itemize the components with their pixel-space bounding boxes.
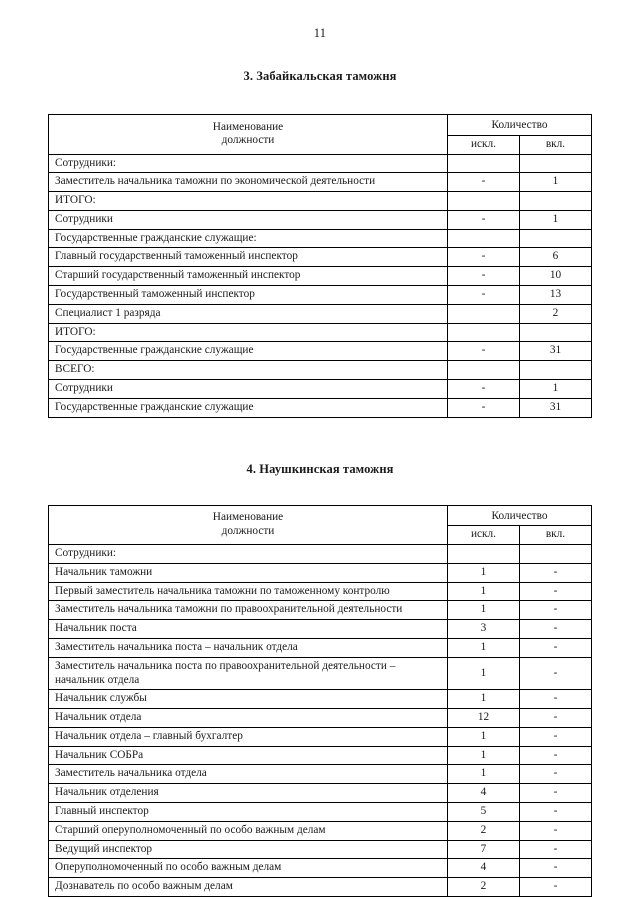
cell-excluded-count: 1: [448, 657, 520, 690]
cell-included-count: -: [520, 803, 592, 822]
cell-position-name: Начальник отдела – главный бухгалтер: [49, 727, 448, 746]
cell-position-name: Заместитель начальника таможни по правоохранительной деятельности: [49, 601, 448, 620]
table-row: [49, 840, 592, 859]
header-cell-excluded: искл.: [448, 135, 520, 154]
cell-position-name: Государственный таможенный инспектор: [49, 286, 448, 305]
table-row: [49, 727, 592, 746]
cell-position-name: Оперуполномоченный по особо важным делам: [49, 859, 448, 878]
cell-excluded-count: -: [448, 342, 520, 361]
cell-excluded-count: -: [448, 267, 520, 286]
cell-included-count: 1: [520, 173, 592, 192]
cell-included-count: -: [520, 859, 592, 878]
header-cell-excluded: искл.: [448, 526, 520, 545]
cell-position-name: Заместитель начальника отдела: [49, 765, 448, 784]
table-body-4: [49, 545, 592, 897]
header-cell-included: вкл.: [520, 135, 592, 154]
cell-position-name: Первый заместитель начальника таможни по таможенному контролю: [49, 582, 448, 601]
cell-position-name: Государственные гражданские служащие:: [49, 229, 448, 248]
cell-position-name: Начальник поста: [49, 620, 448, 639]
cell-excluded-count: [448, 323, 520, 342]
table-row: [49, 582, 592, 601]
page-number: 11: [313, 26, 327, 40]
table-row: [49, 690, 592, 709]
cell-included-count: -: [520, 878, 592, 897]
cell-position-name: Государственные гражданские служащие: [49, 398, 448, 417]
cell-excluded-count: 4: [448, 784, 520, 803]
cell-excluded-count: [448, 361, 520, 380]
cell-position-name: Старший государственный таможенный инспектор: [49, 267, 448, 286]
table-group-row: [49, 398, 592, 417]
cell-excluded-count: 1: [448, 563, 520, 582]
cell-position-name: Начальник службы: [49, 690, 448, 709]
cell-position-name: Начальник отделения: [49, 784, 448, 803]
table-row: [49, 657, 592, 690]
cell-excluded-count: [448, 304, 520, 323]
section-heading-4: 4. Наушкинская таможня: [246, 461, 394, 476]
cell-excluded-count: -: [448, 379, 520, 398]
cell-excluded-count: 12: [448, 709, 520, 728]
cell-included-count: [520, 361, 592, 380]
table-row: [49, 267, 592, 286]
positions-table-3: [48, 114, 592, 418]
header-name-line2: должности: [221, 524, 275, 537]
cell-position-name: Старший оперуполномоченный по особо важным делам: [49, 821, 448, 840]
cell-position-name: Государственные гражданские служащие: [49, 342, 448, 361]
cell-position-name: Главный государственный таможенный инспектор: [49, 248, 448, 267]
table-group-row: [49, 379, 592, 398]
table-row: [49, 709, 592, 728]
cell-position-name: Сотрудники: [49, 210, 448, 229]
cell-position-name: Заместитель начальника таможни по экономической деятельности: [49, 173, 448, 192]
cell-included-count: [520, 154, 592, 173]
cell-position-name: Заместитель начальника поста по правоохранительной деятельности – начальник отдела: [49, 657, 448, 690]
table-row: [49, 803, 592, 822]
table-body-3: [49, 154, 592, 417]
cell-position-name: Дознаватель по особо важным делам: [49, 878, 448, 897]
table-group-row: [49, 229, 592, 248]
cell-included-count: -: [520, 709, 592, 728]
cell-included-count: -: [520, 620, 592, 639]
table-wrapper-4: [48, 505, 592, 897]
cell-included-count: 2: [520, 304, 592, 323]
cell-included-count: 1: [520, 379, 592, 398]
cell-excluded-count: 7: [448, 840, 520, 859]
cell-excluded-count: 3: [448, 620, 520, 639]
cell-excluded-count: [448, 192, 520, 211]
table-header-row: [49, 505, 592, 526]
cell-position-name: ИТОГО:: [49, 323, 448, 342]
cell-included-count: [520, 545, 592, 564]
table-row: [49, 563, 592, 582]
cell-position-name: Ведущий инспектор: [49, 840, 448, 859]
cell-included-count: 6: [520, 248, 592, 267]
section-heading-3: 3. Забайкальская таможня: [243, 69, 397, 83]
table-row: [49, 342, 592, 361]
cell-included-count: -: [520, 582, 592, 601]
cell-included-count: -: [520, 727, 592, 746]
cell-excluded-count: 1: [448, 690, 520, 709]
table-group-row: [49, 361, 592, 380]
cell-excluded-count: [448, 229, 520, 248]
cell-excluded-count: 1: [448, 601, 520, 620]
table-header-row: [49, 115, 592, 136]
table-group-row: [49, 323, 592, 342]
table-row: [49, 286, 592, 305]
cell-position-name: ВСЕГО:: [49, 361, 448, 380]
table-wrapper-3: [48, 114, 592, 418]
cell-included-count: -: [520, 821, 592, 840]
table-row: [49, 746, 592, 765]
table-group-row: [49, 192, 592, 211]
cell-excluded-count: -: [448, 286, 520, 305]
cell-excluded-count: -: [448, 398, 520, 417]
cell-included-count: -: [520, 765, 592, 784]
positions-table-4: [48, 505, 592, 897]
cell-included-count: -: [520, 638, 592, 657]
cell-included-count: [520, 323, 592, 342]
cell-position-name: Начальник СОБРа: [49, 746, 448, 765]
cell-excluded-count: 2: [448, 878, 520, 897]
cell-excluded-count: 4: [448, 859, 520, 878]
cell-included-count: [520, 229, 592, 248]
cell-included-count: 31: [520, 342, 592, 361]
cell-included-count: -: [520, 840, 592, 859]
table-row: [49, 765, 592, 784]
cell-excluded-count: 1: [448, 727, 520, 746]
cell-position-name: Начальник таможни: [49, 563, 448, 582]
cell-position-name: Специалист 1 разряда: [49, 304, 448, 323]
header-cell-name: [49, 115, 448, 155]
table-row: [49, 821, 592, 840]
cell-position-name: Начальник отдела: [49, 709, 448, 728]
cell-position-name: ИТОГО:: [49, 192, 448, 211]
table-row: [49, 784, 592, 803]
cell-included-count: -: [520, 657, 592, 690]
cell-included-count: [520, 192, 592, 211]
cell-included-count: 10: [520, 267, 592, 286]
cell-excluded-count: 5: [448, 803, 520, 822]
header-cell-name: [49, 505, 448, 545]
table-row: [49, 601, 592, 620]
cell-excluded-count: -: [448, 248, 520, 267]
cell-excluded-count: 1: [448, 638, 520, 657]
cell-excluded-count: 1: [448, 765, 520, 784]
table-group-row: [49, 545, 592, 564]
cell-included-count: -: [520, 746, 592, 765]
cell-position-name: Заместитель начальника поста – начальник отдела: [49, 638, 448, 657]
table-row: [49, 248, 592, 267]
table-group-row: [49, 154, 592, 173]
table-row: [49, 304, 592, 323]
cell-excluded-count: [448, 545, 520, 564]
table-row: [49, 210, 592, 229]
cell-included-count: 13: [520, 286, 592, 305]
header-name-line1: Наименование: [212, 511, 284, 523]
header-cell-included: вкл.: [520, 526, 592, 545]
table-row: [49, 878, 592, 897]
cell-position-name: Сотрудники:: [49, 545, 448, 564]
header-name-line2: должности: [221, 134, 275, 147]
cell-included-count: -: [520, 563, 592, 582]
cell-position-name: Главный инспектор: [49, 803, 448, 822]
cell-excluded-count: [448, 154, 520, 173]
cell-included-count: 31: [520, 398, 592, 417]
cell-excluded-count: 1: [448, 746, 520, 765]
cell-included-count: 1: [520, 210, 592, 229]
cell-excluded-count: 1: [448, 582, 520, 601]
cell-excluded-count: 2: [448, 821, 520, 840]
cell-included-count: -: [520, 784, 592, 803]
table-row: [49, 173, 592, 192]
cell-excluded-count: -: [448, 210, 520, 229]
header-cell-quantity: Количество: [448, 505, 592, 526]
table-row: [49, 620, 592, 639]
header-name-line1: Наименование: [212, 120, 284, 133]
cell-position-name: Сотрудники: [49, 379, 448, 398]
header-cell-quantity: Количество: [448, 115, 592, 136]
cell-included-count: -: [520, 690, 592, 709]
cell-included-count: -: [520, 601, 592, 620]
cell-position-name: Сотрудники:: [49, 154, 448, 173]
table-row: [49, 638, 592, 657]
cell-excluded-count: -: [448, 173, 520, 192]
table-row: [49, 859, 592, 878]
